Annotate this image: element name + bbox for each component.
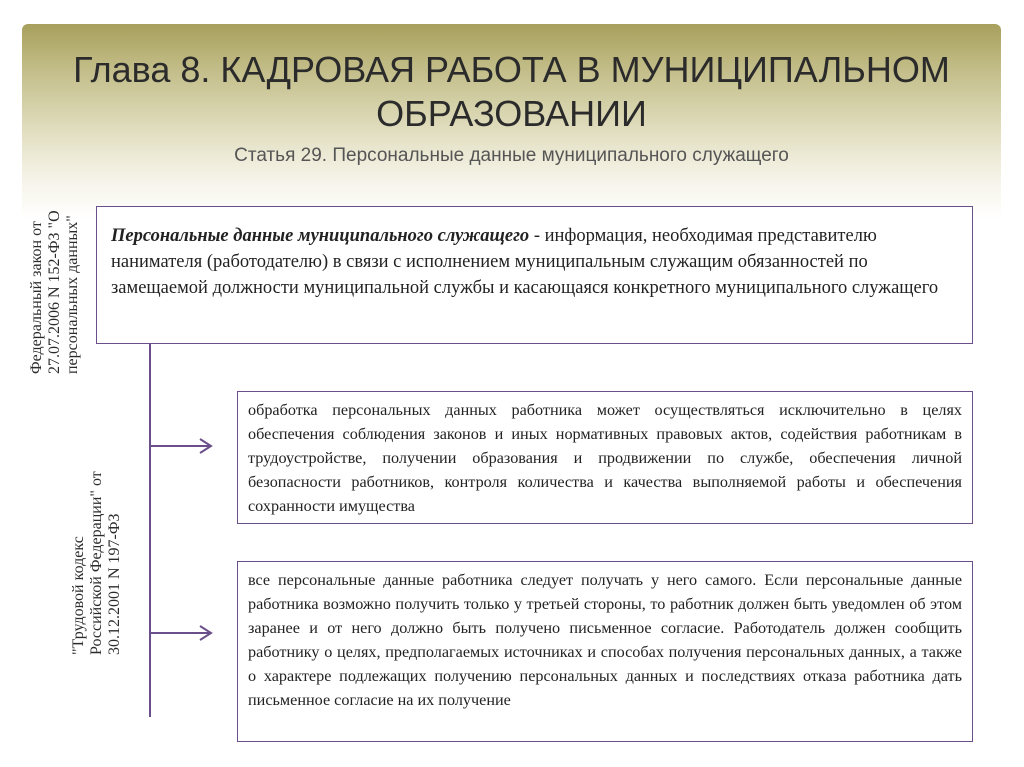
federal-law-line-3: персональных данных" (64, 215, 81, 374)
labor-code-line-2: Российской Федерации" от (88, 471, 105, 655)
federal-law-line-1: Федеральный закон от (28, 221, 45, 374)
page-subtitle: Статья 29. Персональные данные муниципального служащего (234, 145, 789, 166)
rule-box-collection: все персональные данные работника следует получать у него самого. Если персональные данные работника возможно получить только у третьей стороны, то работник должен быть уведомлен об этом заранее и от него должно быть получено письменное согласие. Работодатель должен сообщить работнику о целях, предполагаемых источниках и способах получения персональных данных, а также о характере подлежащих получению персональных данных и последствиях отказа работника дать письменное согласие на их получение (237, 561, 973, 742)
labor-code-line-3: 30.12.2001 N 197-ФЗ (106, 513, 123, 655)
definition-term: Персональные данные муниципального служащего (111, 226, 530, 246)
definition-text: - информация, необходимая представителю нанимателя (работодателю) в связи с исполнением муниципальным служащим обязанностей по замещаемой должности муниципальной службы и касающаяся конкретного муниципального служащего (111, 226, 939, 298)
federal-law-line-2: 27.07.2006 N 152-ФЗ "О (46, 210, 63, 374)
definition-box (96, 206, 973, 344)
title-line-2: ОБРАЗОВАНИИ (376, 93, 647, 134)
labor-code-line-1: "Трудовой кодекс (70, 536, 87, 655)
rule-box-processing: обработка персональных данных работника может осуществляться исключительно в целях обеспечения соблюдения законов и иных нормативных правовых актов, содействия работникам в трудоустройстве, получении образования и продвижении по службе, обеспечения личной безопасности работников, контроля количества и качества выполняемой работы и обеспечения сохранности имущества (237, 391, 973, 524)
title-line-1: Глава 8. КАДРОВАЯ РАБОТА В МУНИЦИПАЛЬНОМ (73, 49, 950, 90)
